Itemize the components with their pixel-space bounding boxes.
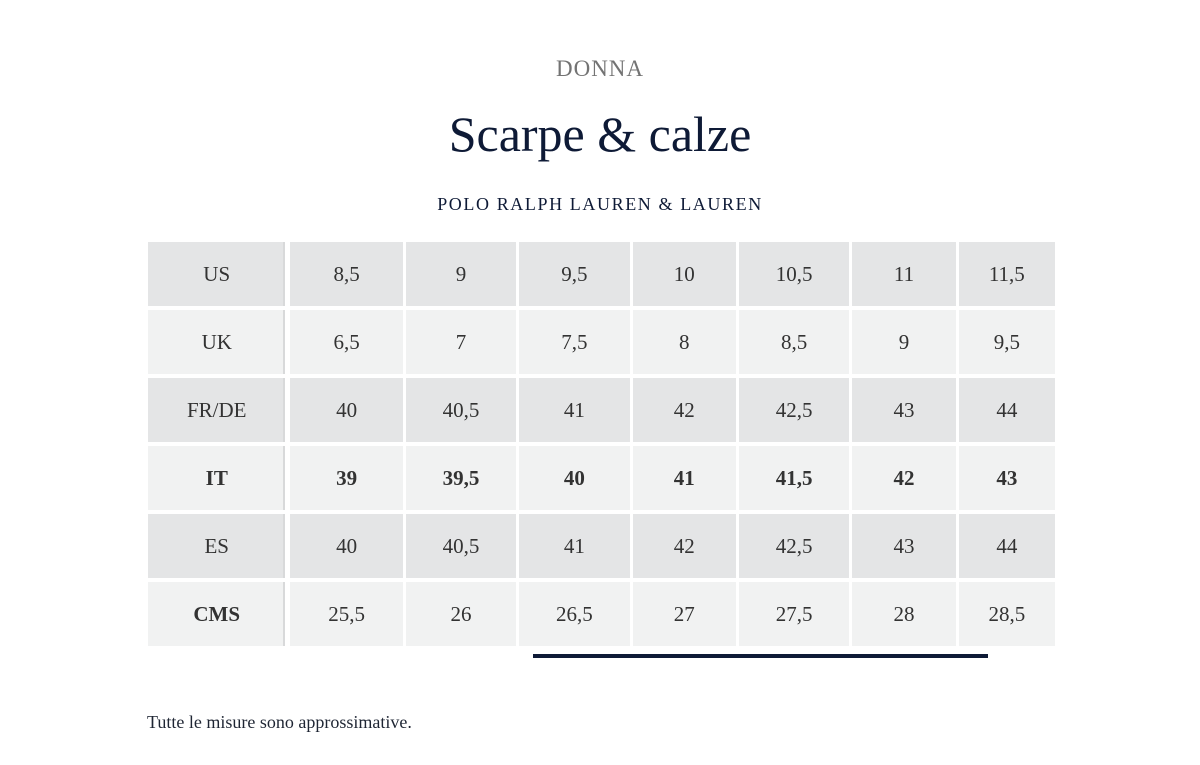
table-row-es (148, 514, 1055, 582)
size-cell: 27 (633, 582, 739, 650)
size-cell: 41 (519, 378, 632, 446)
row-label-uk: UK (148, 310, 290, 378)
size-cell: 9,5 (959, 310, 1055, 378)
size-cell: 44 (959, 378, 1055, 446)
table-row-fr-de (148, 378, 1055, 446)
row-label-es: ES (148, 514, 290, 582)
row-label-us: US (148, 242, 290, 310)
size-cell: 11 (852, 242, 958, 310)
size-cell: 42 (633, 378, 739, 446)
size-cell: 7 (406, 310, 519, 378)
size-cell: 10 (633, 242, 739, 310)
table-row-it (148, 446, 1055, 514)
brand-subtitle: POLO RALPH LAUREN & LAUREN (437, 194, 763, 214)
size-cell: 39,5 (406, 446, 519, 514)
size-cell: 10,5 (739, 242, 852, 310)
size-cell: 41,5 (739, 446, 852, 514)
size-cell: 40 (519, 446, 632, 514)
size-cell: 9,5 (519, 242, 632, 310)
size-cell: 27,5 (739, 582, 852, 650)
row-label-it: IT (148, 446, 290, 514)
size-cell: 41 (519, 514, 632, 582)
size-cell: 11,5 (959, 242, 1055, 310)
measurements-disclaimer: Tutte le misure sono approssimative. (147, 712, 412, 732)
size-cell: 8 (633, 310, 739, 378)
size-cell: 42,5 (739, 514, 852, 582)
size-cell: 9 (406, 242, 519, 310)
horizontal-scrollbar-thumb[interactable] (533, 654, 988, 658)
size-cell: 8,5 (739, 310, 852, 378)
size-cell: 25,5 (290, 582, 405, 650)
size-cell: 26 (406, 582, 519, 650)
size-cell: 43 (852, 514, 958, 582)
size-cell: 7,5 (519, 310, 632, 378)
row-label-cms: CMS (148, 582, 290, 650)
table-row-us (148, 242, 1055, 310)
size-cell: 42 (852, 446, 958, 514)
size-cell: 40 (290, 514, 405, 582)
size-cell: 39 (290, 446, 405, 514)
size-cell: 44 (959, 514, 1055, 582)
row-label-fr-de: FR/DE (148, 378, 290, 446)
size-cell: 41 (633, 446, 739, 514)
size-cell: 28 (852, 582, 958, 650)
category-label: DONNA (555, 56, 645, 81)
size-cell: 26,5 (519, 582, 632, 650)
size-cell: 8,5 (290, 242, 405, 310)
size-cell: 43 (852, 378, 958, 446)
size-cell: 42 (633, 514, 739, 582)
size-cell: 6,5 (290, 310, 405, 378)
size-cell: 43 (959, 446, 1055, 514)
size-cell: 28,5 (959, 582, 1055, 650)
size-conversion-table[interactable] (148, 242, 1055, 650)
size-cell: 40,5 (406, 514, 519, 582)
page-title: Scarpe & calze (448, 106, 752, 162)
table-row-cms (148, 582, 1055, 650)
size-cell: 40 (290, 378, 405, 446)
size-cell: 42,5 (739, 378, 852, 446)
table-row-uk (148, 310, 1055, 378)
size-cell: 40,5 (406, 378, 519, 446)
size-cell: 9 (852, 310, 958, 378)
